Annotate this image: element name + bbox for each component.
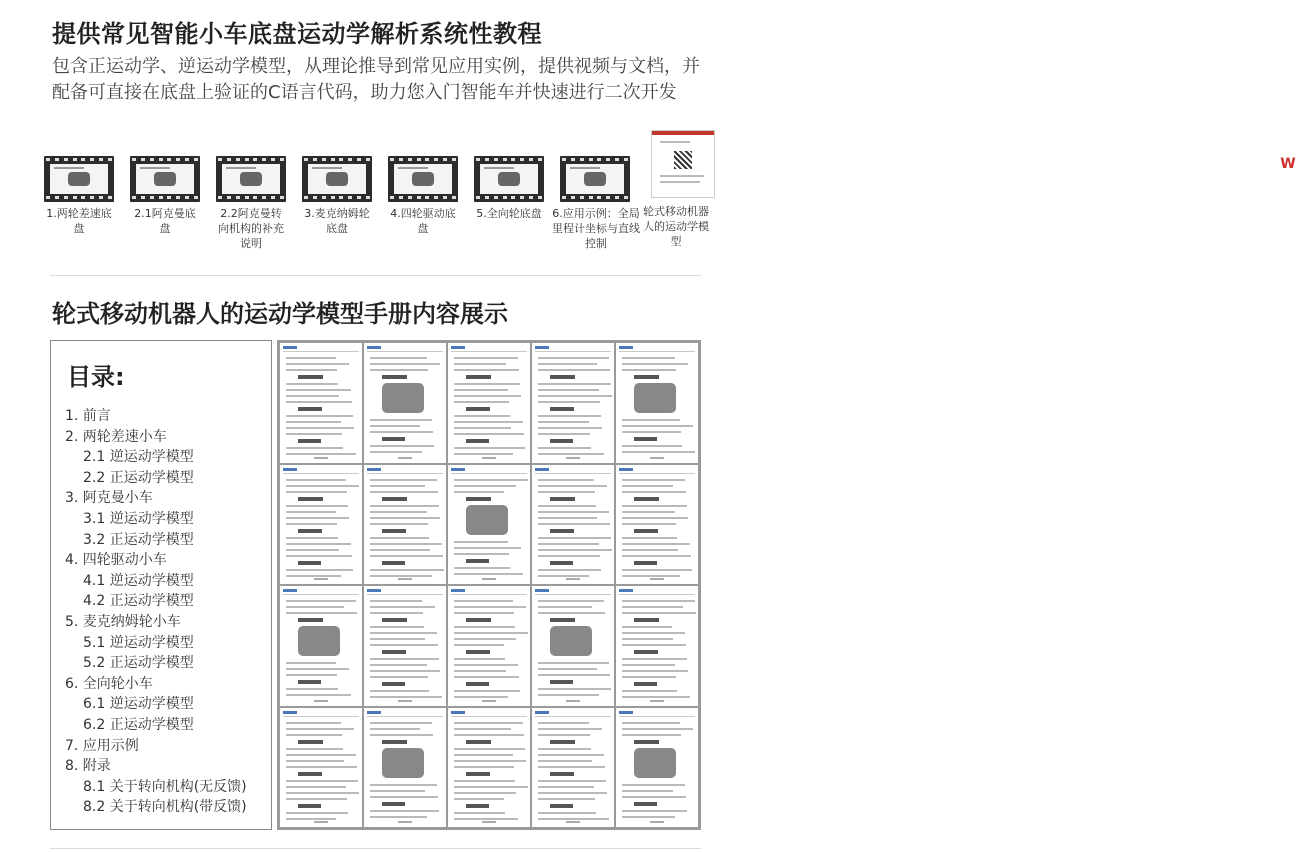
video-item[interactable] — [216, 156, 286, 251]
toc-item: 4.2 正运动学模型 — [83, 593, 194, 610]
toc-item: 5.2 正运动学模型 — [83, 655, 194, 672]
video-item[interactable] — [130, 156, 200, 236]
toc-title: 目录: — [67, 363, 125, 391]
video-label[interactable]: 2.1阿克曼底盘 — [134, 207, 196, 235]
manual-page-thumbnail[interactable] — [616, 343, 698, 463]
video-item[interactable] — [474, 156, 544, 221]
manual-page-thumbnail[interactable] — [448, 465, 530, 585]
manual-page-thumbnail[interactable] — [364, 465, 446, 585]
toc-item: 5.1 逆运动学模型 — [83, 634, 194, 651]
manual-page-thumbnail[interactable] — [532, 343, 614, 463]
toc-item: 2. 两轮差速小车 — [65, 428, 167, 445]
bottom-divider — [50, 848, 701, 849]
video-thumbnail[interactable] — [44, 156, 114, 202]
video-thumbnail[interactable] — [302, 156, 372, 202]
manual-page-grid — [277, 340, 701, 830]
manual-page-thumbnail[interactable] — [280, 465, 362, 585]
document-cover[interactable] — [651, 130, 715, 198]
manual-page-thumbnail[interactable] — [616, 465, 698, 585]
toc-item: 8.1 关于转向机构(无反馈) — [83, 778, 247, 795]
video-label[interactable]: 1.两轮差速底盘 — [46, 207, 112, 235]
video-item[interactable] — [388, 156, 458, 236]
toc-list — [65, 406, 271, 818]
manual-page-thumbnail[interactable] — [364, 343, 446, 463]
intro-text: 包含正运动学、逆运动学模型，从理论推导到常见应用实例，提供视频与文档，并配备可直接在底盘上验证的C语言代码，助力您入门智能车并快速进行二次开发 — [52, 56, 700, 103]
qr-code-icon — [674, 151, 692, 169]
manual-page-thumbnail[interactable] — [532, 586, 614, 706]
manual-page-thumbnail[interactable] — [532, 465, 614, 585]
video-thumbnail[interactable] — [130, 156, 200, 202]
toc-item: 2.2 正运动学模型 — [83, 469, 194, 486]
toc-item: 4.1 逆运动学模型 — [83, 572, 194, 589]
toc-item: 8.2 关于转向机构(带反馈) — [83, 799, 247, 816]
video-label[interactable]: 3.麦克纳姆轮底盘 — [304, 207, 370, 235]
toc-item: 6. 全向轮小车 — [65, 675, 153, 692]
manual-page-thumbnail[interactable] — [448, 586, 530, 706]
manual-page-thumbnail[interactable] — [448, 343, 530, 463]
toc-item: 5. 麦克纳姆轮小车 — [65, 613, 181, 630]
manual-page-thumbnail[interactable] — [280, 343, 362, 463]
toc-box — [50, 340, 272, 830]
video-thumbnail[interactable] — [388, 156, 458, 202]
manual-page-thumbnail[interactable] — [364, 586, 446, 706]
video-list — [44, 156, 1296, 256]
toc-item: 4. 四轮驱动小车 — [65, 552, 167, 569]
manual-page-thumbnail[interactable] — [532, 708, 614, 828]
toc-item: 7. 应用示例 — [65, 737, 139, 754]
video-thumbnail[interactable] — [560, 156, 630, 202]
section-divider — [50, 275, 701, 276]
video-label[interactable]: 5.全向轮底盘 — [476, 207, 542, 220]
video-thumbnail[interactable] — [474, 156, 544, 202]
toc-item: 3. 阿克曼小车 — [65, 490, 153, 507]
video-item[interactable] — [552, 156, 640, 251]
toc-item: 1. 前言 — [65, 408, 111, 424]
section-title: 轮式移动机器人的运动学模型手册内容展示 — [52, 300, 508, 328]
video-item[interactable] — [44, 156, 114, 236]
manual-page-thumbnail[interactable] — [616, 586, 698, 706]
manual-page-thumbnail[interactable] — [616, 708, 698, 828]
toc-item: 6.2 正运动学模型 — [83, 716, 194, 733]
manual-page-thumbnail[interactable] — [280, 708, 362, 828]
document-thumbnail[interactable] — [648, 130, 1296, 198]
wps-app-icon: W — [1280, 156, 1296, 172]
toc-item: 2.1 逆运动学模型 — [83, 449, 194, 466]
toc-item: 3.2 正运动学模型 — [83, 531, 194, 548]
video-label[interactable]: 2.2阿克曼转向机构的补充说明 — [218, 207, 284, 250]
manual-page-thumbnail[interactable] — [364, 708, 446, 828]
video-label[interactable]: 4.四轮驱动底盘 — [390, 207, 456, 235]
toc-item: 6.1 逆运动学模型 — [83, 696, 194, 713]
toc-item: 3.1 逆运动学模型 — [83, 510, 194, 527]
video-label[interactable]: 6.应用示例：全局里程计坐标与直线控制 — [552, 207, 640, 250]
video-thumbnail[interactable] — [216, 156, 286, 202]
document-label[interactable]: 轮式移动机器人的运动学模型 — [643, 205, 709, 248]
manual-page-thumbnail[interactable] — [280, 586, 362, 706]
page-title: 提供常见智能小车底盘运动学解析系统性教程 — [52, 20, 542, 48]
manual-page-thumbnail[interactable] — [448, 708, 530, 828]
video-item[interactable] — [302, 156, 372, 236]
toc-item: 8. 附录 — [65, 758, 111, 775]
